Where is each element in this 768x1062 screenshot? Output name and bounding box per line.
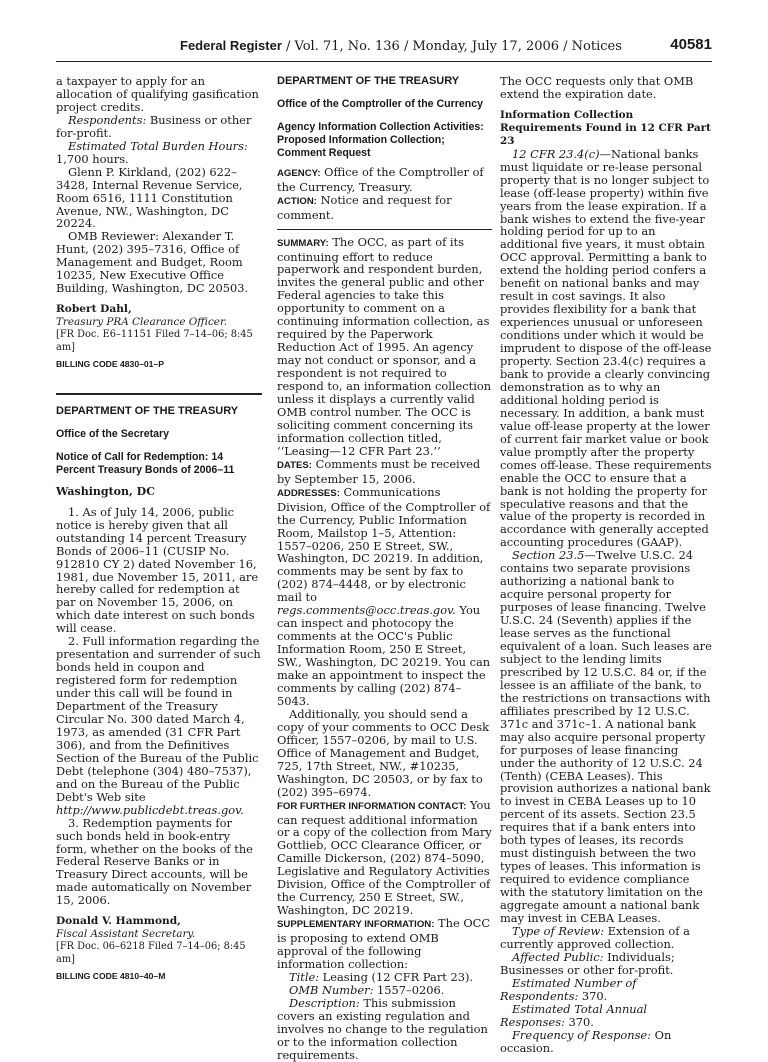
page-header	[56, 36, 712, 62]
respondents-paragraph	[56, 114, 262, 140]
dates-text: Comments must be received by September 15, 2006.	[277, 456, 481, 486]
issue-info: / Vol. 71, No. 136 / Monday, July 17, 2006 / Notices	[281, 39, 622, 54]
fr-doc-line: [FR Doc. E6–11151 Filed 7–14–06; 8:45 am]	[56, 329, 253, 354]
page-number: 40581	[670, 36, 712, 53]
section-23-5-text: —Twelve U.S.C. 24 contains two separate provisions authorizing a national bank to acquire personal property for purposes of lease financing. Twelve U.S.C. 24 (Seventh) applies if the lease serves as the functional equivalent of a loan. Such leases are subject to the lending limits prescribed by 12 U.S.C. 84 or, if the lessee is an affiliate of the bank, to the restrictions on transactions with affiliates prescribed by 12 U.S.C. 371c and 371c–1. A national bank may also acquire personal property for purposes of lease financing under the authority of 12 U.S.C. 24 (Tenth) (CEBA Leases). This provision authorizes a national bank to invest in CEBA Leases up to 10 percent of its assets. Section 23.5 requires that if a bank enters into both types of leases, its records must distinguish between the two types of leases. This information is required to evidence compliance with the statutory limitation on the aggregate amount a national bank may invest in CEBA Leases.	[500, 548, 712, 925]
office-heading: Office of the Comptroller of the Currency	[277, 97, 484, 110]
cfr-23-4c-paragraph	[500, 148, 712, 550]
header-citation	[180, 38, 622, 54]
column-1	[56, 75, 262, 983]
divider	[277, 229, 492, 230]
publication-name: Federal Register	[180, 38, 282, 53]
signer-name: Donald V. Hammond,	[56, 915, 181, 928]
intro-paragraph: a taxpayer to apply for an allocation of qualifying gasification project credits.	[56, 74, 259, 114]
affected-public-label: Affected Public:	[512, 949, 604, 964]
burden-label: Estimated Total Burden Hours:	[68, 138, 248, 153]
supplementary-paragraph	[277, 917, 492, 971]
type-of-review-label: Type of Review:	[512, 923, 605, 938]
cfr-23-4c-label: 12 CFR 23.4(c)	[512, 146, 600, 161]
signer-title: Fiscal Assistant Secretary.	[56, 928, 196, 941]
number-of-respondents-line	[500, 977, 712, 1003]
type-of-review-text: Extension of a currently approved collection.	[500, 923, 690, 951]
frequency-of-response-value: On occasion.	[500, 1027, 672, 1055]
agency-heading: DEPARTMENT OF THE TREASURY	[56, 404, 239, 417]
agency-label: AGENCY:	[277, 167, 321, 179]
omb-reviewer-paragraph: OMB Reviewer: Alexander T. Hunt, (202) 395–7316, Office of Management and Budget, Room 10235, New Executive Office Building, Washington, DC 20503.	[56, 229, 249, 296]
additionally-paragraph: Additionally, you should send a copy of your comments to OCC Desk Officer, 1557–0206, by mail to U.S. Office of Management and Budget, 725, 17th Street, NW., #10235, Washington, DC 20503, or by fax to (202) 395–6974.	[277, 706, 490, 799]
total-annual-responses-value: 370.	[564, 1014, 594, 1029]
dates-paragraph	[277, 458, 492, 486]
addresses-text-2: You can inspect and photocopy the comments at the OCC's Public Information Room, 250 E Street, SW., Washington, DC 20219. You can make an appointment to inspect the comments by calling (202) 874–5043.	[277, 603, 491, 708]
omb-number-value: 1557–0206.	[373, 982, 445, 997]
cfr-23-4c-text: —National banks must liquidate or re-lease personal property that is no longer subject to lease (off-lease property) within five years from the lease expiration. If a bank wishes to extend the five-year holding period for up to an additional five years, it must obtain OCC approval. Permitting a bank to extend the holding period confers a benefit on national banks and may result in cost savings. It also provides flexibility for a bank that experiences unusual or unforeseen conditions under which it would be imprudent to dispose of the off-lease property. Section 23.4(c) requires a bank to provide a clearly convincing demonstration as to why an additional holding period is necessary. In addition, a bank must value off-lease property at the lower of current fair market value or book value promptly after the property comes off-lease. These requirements enable the OCC to ensure that a bank is not holding the property for speculative reasons and that the value of the property is recorded in accordance with generally accepted accounting procedures (GAAP).	[500, 146, 712, 550]
header-rule	[56, 61, 712, 62]
summary-text: The OCC, as part of its continuing effort to reduce paperwork and respondent burden, invites the general public and other Federal agencies to take this opportunity to comment on a continuing information collection, as required by the Paperwork Reduction Act of 1995. An agency may not conduct or sponsor, and a respondent is not required to respond to, an information collection unless it displays a currently valid OMB control number. The OCC is soliciting comment concerning its information collection titled, ‘‘Leasing—12 CFR Part 23.’’	[277, 234, 492, 458]
billing-code: BILLING CODE 4830–01–P	[56, 359, 164, 370]
respondents-label: Respondents:	[68, 112, 147, 127]
section-23-5-label: Section 23.5	[512, 548, 585, 563]
affected-public-text: Individuals; Businesses or other for-profit.	[500, 949, 675, 977]
title-value: Leasing (12 CFR Part 23).	[319, 969, 474, 984]
omb-extension-paragraph: The OCC requests only that OMB extend the expiration date.	[500, 74, 694, 101]
email-link[interactable]: regs.comments@occ.treas.gov.	[277, 603, 456, 618]
respondents-text: Business or other for-profit.	[56, 112, 252, 140]
addresses-paragraph	[277, 486, 492, 708]
description-paragraph	[277, 997, 492, 1062]
action-line	[277, 194, 492, 222]
notice-title: Agency Information Collection Activities: Proposed Information Collection; Comment Request	[277, 120, 484, 159]
section-divider	[56, 393, 262, 395]
burden-text: 1,700 hours.	[56, 151, 129, 166]
signer-title: Treasury PRA Clearance Officer.	[56, 316, 228, 329]
addresses-label: ADDRESSES:	[277, 487, 340, 499]
contact-paragraph: Glenn P. Kirkland, (202) 622–3428, Internal Revenue Service, Room 6516, 1111 Constitution Avenue, NW., Washington, DC 20224.	[56, 164, 243, 231]
billing-code: BILLING CODE 4810–40–M	[56, 971, 166, 982]
number-of-respondents-value: 370.	[578, 988, 608, 1003]
paragraph-2-text: 2. Full information regarding the presentation and surrender of such bonds held in coupon and registered form for redemption under this call will be found in Department of the Treasury Circular No. 300 dated March 4, 1973, as amended (31 CFR Part 306), and from the Definitives Section of the Bureau of the Public Debt (telephone (304) 480–7537), and on the Bureau of the Public Debt's Web site	[56, 634, 261, 804]
number-of-respondents-label: Estimated Number of Respondents:	[500, 975, 637, 1003]
paragraph-2	[56, 635, 262, 816]
burden-paragraph	[56, 140, 262, 166]
frequency-of-response-line	[500, 1029, 712, 1055]
title-label: Title:	[289, 969, 320, 984]
summary-paragraph	[277, 236, 492, 458]
paragraph-1: 1. As of July 14, 2006, public notice is hereby given that all outstanding 14 percent Treasury Bonds of 2006–11 (CUSIP No. 912810 CY 2) dated November 16, 1981, due November 15, 2011, are hereby called for redemption at par on November 15, 2006, on which date interest on such bonds will cease.	[56, 504, 259, 636]
description-label: Description:	[289, 995, 360, 1010]
addresses-text: Communications Division, Office of the Comptroller of the Currency, Public Information Room, Mailstop 1–5, Attention: 1557–0206, 250 E Street, SW., Washington, DC 20219. In addition, comments may be sent by fax to (202) 874–4448, or by electronic mail to	[277, 484, 491, 605]
further-info-text: You can request additional information or a copy of the collection from Mary Gottlieb, OCC Clearance Officer, or Camille Dickerson, (202) 874–5090, Legislative and Regulatory Activities Division, Office of the Comptroller of the Currency, 250 E Street, SW., Washington, DC 20219.	[277, 797, 492, 918]
summary-label: SUMMARY:	[277, 237, 329, 249]
fr-doc-line: [FR Doc. 06–6218 Filed 7–14–06; 8:45 am]	[56, 941, 246, 966]
signer-name: Robert Dahl,	[56, 303, 132, 316]
section-heading: Information Collection Requirements Found in 12 CFR Part 23	[500, 108, 711, 147]
total-annual-responses-label: Estimated Total Annual Responses:	[500, 1001, 648, 1029]
agency-text: Office of the Comptroller of the Currency, Treasury.	[277, 164, 484, 194]
frequency-of-response-label: Frequency of Response:	[512, 1027, 651, 1042]
public-debt-link[interactable]: http://www.publicdebt.treas.gov.	[56, 802, 244, 817]
action-text: Notice and request for comment.	[277, 192, 452, 222]
omb-number-label: OMB Number:	[289, 982, 374, 997]
affected-public-line	[500, 951, 712, 977]
further-info-paragraph	[277, 799, 492, 918]
agency-heading: DEPARTMENT OF THE TREASURY	[277, 75, 460, 87]
supplementary-text: The OCC is proposing to extend OMB approval of the following information collection:	[277, 916, 491, 971]
locality-heading: Washington, DC	[56, 484, 155, 498]
total-annual-responses-line	[500, 1003, 712, 1029]
type-of-review-line	[500, 925, 712, 951]
dates-label: DATES:	[277, 459, 312, 471]
notice-title: Notice of Call for Redemption: 14 Percent Treasury Bonds of 2006–11	[56, 450, 235, 476]
action-label: ACTION:	[277, 195, 317, 207]
agency-line	[277, 166, 492, 194]
paragraph-3: 3. Redemption payments for such bonds held in book-entry form, whether on the books of the Federal Reserve Banks or in Treasury Direct accounts, will be made automatically on November 15, 2006.	[56, 815, 253, 908]
supplementary-label: SUPPLEMENTARY INFORMATION:	[277, 919, 435, 931]
further-info-label: FOR FURTHER INFORMATION CONTACT:	[277, 800, 467, 812]
column-2	[277, 75, 492, 1062]
section-23-5-paragraph	[500, 549, 712, 925]
office-heading: Office of the Secretary	[56, 427, 170, 440]
description-text: This submission covers an existing regulation and involves no change to the regulation or to the information collection requirements.	[277, 995, 488, 1062]
column-3	[500, 75, 712, 1054]
